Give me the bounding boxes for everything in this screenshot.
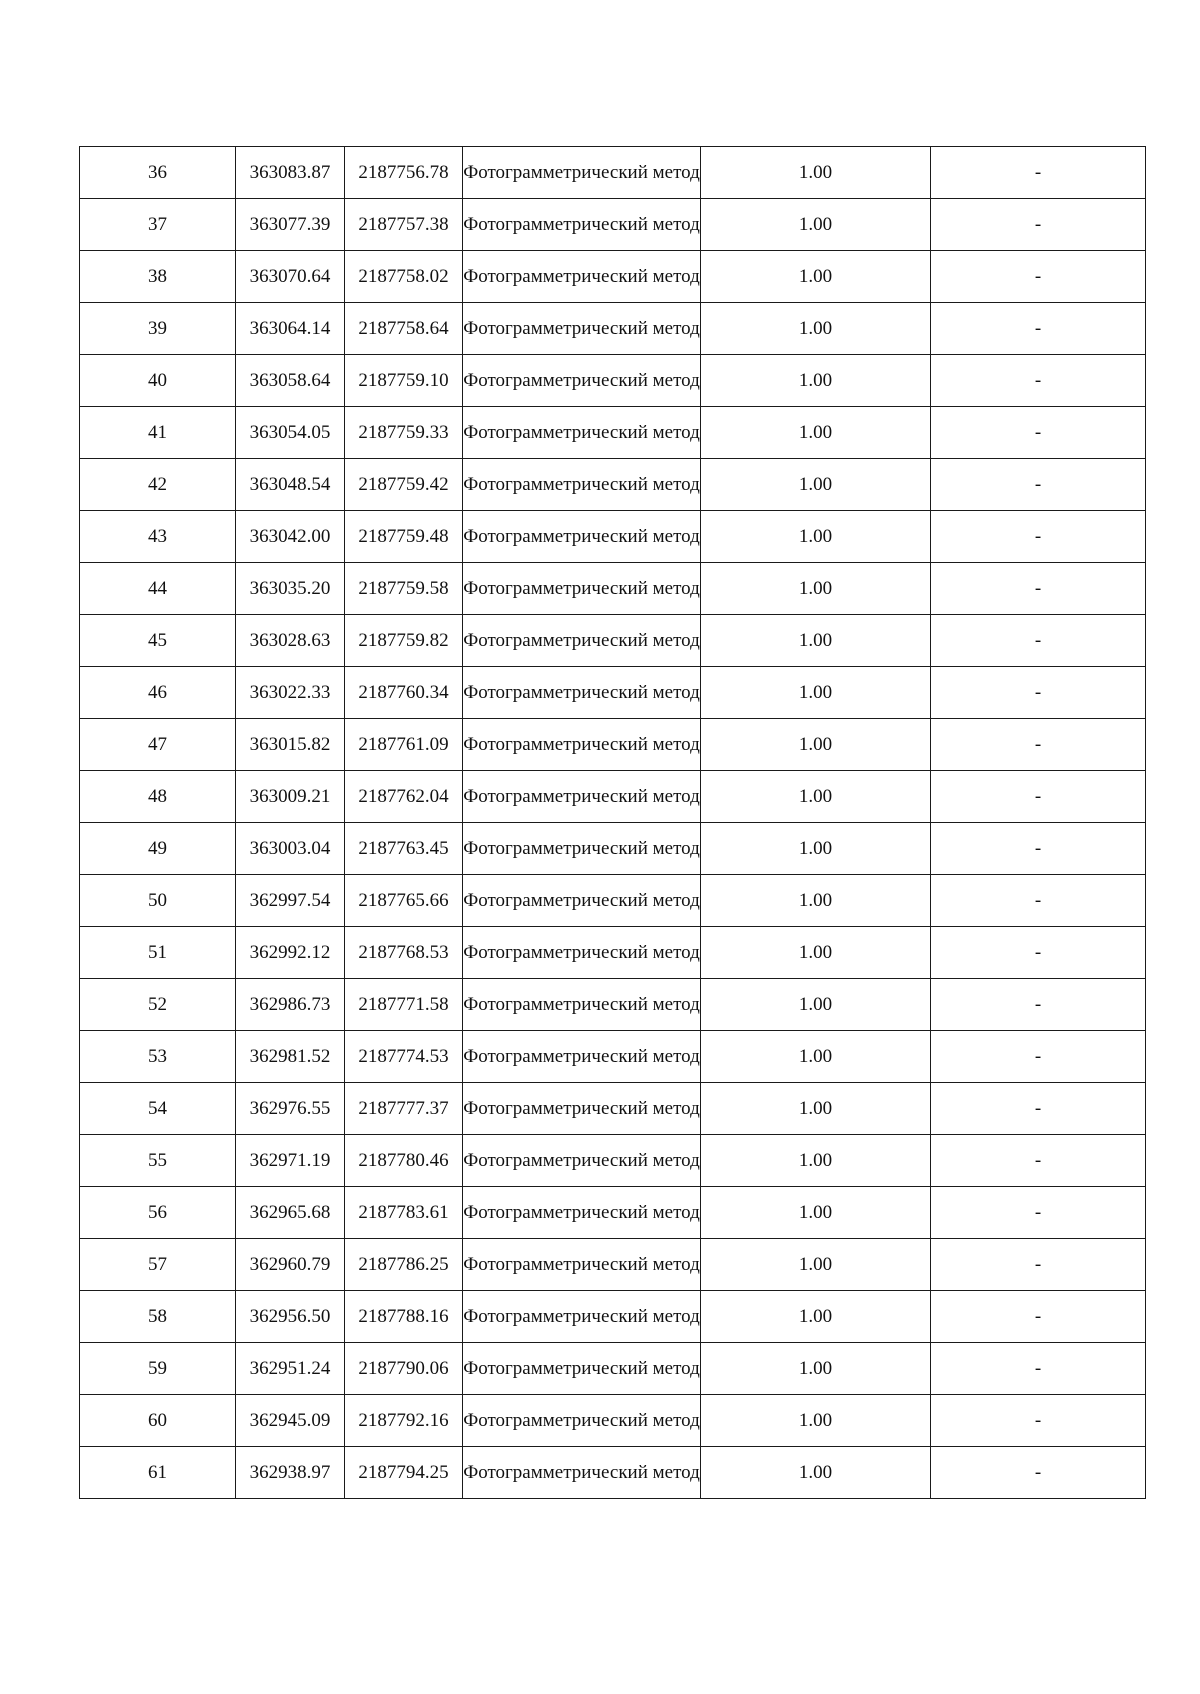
- coordinate-y-cell: 2187758.02: [345, 251, 463, 303]
- coordinate-y-cell: 2187759.42: [345, 459, 463, 511]
- point-number-cell: 45: [80, 615, 236, 667]
- note-cell: -: [931, 459, 1146, 511]
- table-row: [80, 1395, 1146, 1447]
- table-row: [80, 875, 1146, 927]
- accuracy-cell: 1.00: [701, 719, 931, 771]
- method-cell: Фотограмметрический метод: [463, 1083, 701, 1135]
- accuracy-cell: 1.00: [701, 1291, 931, 1343]
- coordinate-x-cell: 363054.05: [236, 407, 345, 459]
- method-cell: Фотограмметрический метод: [463, 875, 701, 927]
- method-cell: Фотограмметрический метод: [463, 1447, 701, 1499]
- point-number-cell: 37: [80, 199, 236, 251]
- method-cell: Фотограмметрический метод: [463, 719, 701, 771]
- coordinate-x-cell: 362965.68: [236, 1187, 345, 1239]
- accuracy-cell: 1.00: [701, 1447, 931, 1499]
- coordinate-y-cell: 2187794.25: [345, 1447, 463, 1499]
- coordinate-y-cell: 2187761.09: [345, 719, 463, 771]
- note-cell: -: [931, 1135, 1146, 1187]
- coordinate-y-cell: 2187777.37: [345, 1083, 463, 1135]
- table-row: [80, 1291, 1146, 1343]
- point-number-cell: 40: [80, 355, 236, 407]
- coordinate-x-cell: 363077.39: [236, 199, 345, 251]
- coordinate-y-cell: 2187783.61: [345, 1187, 463, 1239]
- coordinate-y-cell: 2187759.48: [345, 511, 463, 563]
- point-number-cell: 36: [80, 147, 236, 199]
- coordinate-y-cell: 2187788.16: [345, 1291, 463, 1343]
- accuracy-cell: 1.00: [701, 563, 931, 615]
- note-cell: -: [931, 563, 1146, 615]
- table-row: [80, 199, 1146, 251]
- method-cell: Фотограмметрический метод: [463, 823, 701, 875]
- coordinate-y-cell: 2187774.53: [345, 1031, 463, 1083]
- coordinate-y-cell: 2187792.16: [345, 1395, 463, 1447]
- point-number-cell: 56: [80, 1187, 236, 1239]
- method-cell: Фотограмметрический метод: [463, 147, 701, 199]
- note-cell: -: [931, 719, 1146, 771]
- accuracy-cell: 1.00: [701, 303, 931, 355]
- table-row: [80, 251, 1146, 303]
- coordinate-x-cell: 363048.54: [236, 459, 345, 511]
- coordinate-y-cell: 2187756.78: [345, 147, 463, 199]
- coordinate-x-cell: 362986.73: [236, 979, 345, 1031]
- accuracy-cell: 1.00: [701, 1395, 931, 1447]
- accuracy-cell: 1.00: [701, 1187, 931, 1239]
- point-number-cell: 61: [80, 1447, 236, 1499]
- accuracy-cell: 1.00: [701, 511, 931, 563]
- point-number-cell: 39: [80, 303, 236, 355]
- note-cell: -: [931, 407, 1146, 459]
- coordinate-x-cell: 362981.52: [236, 1031, 345, 1083]
- coordinate-x-cell: 363070.64: [236, 251, 345, 303]
- point-number-cell: 50: [80, 875, 236, 927]
- method-cell: Фотограмметрический метод: [463, 303, 701, 355]
- table-row: [80, 563, 1146, 615]
- coordinate-y-cell: 2187765.66: [345, 875, 463, 927]
- accuracy-cell: 1.00: [701, 615, 931, 667]
- note-cell: -: [931, 1031, 1146, 1083]
- method-cell: Фотограмметрический метод: [463, 1135, 701, 1187]
- note-cell: -: [931, 355, 1146, 407]
- point-number-cell: 60: [80, 1395, 236, 1447]
- coordinate-x-cell: 363028.63: [236, 615, 345, 667]
- note-cell: -: [931, 1447, 1146, 1499]
- note-cell: -: [931, 1291, 1146, 1343]
- coordinate-x-cell: 363064.14: [236, 303, 345, 355]
- table-row: [80, 771, 1146, 823]
- method-cell: Фотограмметрический метод: [463, 771, 701, 823]
- point-number-cell: 57: [80, 1239, 236, 1291]
- table-row: [80, 615, 1146, 667]
- coordinate-x-cell: 363009.21: [236, 771, 345, 823]
- method-cell: Фотограмметрический метод: [463, 667, 701, 719]
- note-cell: -: [931, 1239, 1146, 1291]
- coordinate-x-cell: 362976.55: [236, 1083, 345, 1135]
- table-row: [80, 719, 1146, 771]
- coordinate-x-cell: 362945.09: [236, 1395, 345, 1447]
- coordinate-x-cell: 362951.24: [236, 1343, 345, 1395]
- coordinate-x-cell: 363083.87: [236, 147, 345, 199]
- accuracy-cell: 1.00: [701, 979, 931, 1031]
- table-row: [80, 147, 1146, 199]
- method-cell: Фотограмметрический метод: [463, 615, 701, 667]
- coordinate-x-cell: 363035.20: [236, 563, 345, 615]
- table-row: [80, 823, 1146, 875]
- accuracy-cell: 1.00: [701, 147, 931, 199]
- coordinates-table: [79, 146, 1146, 1499]
- coordinate-x-cell: 362997.54: [236, 875, 345, 927]
- coordinate-y-cell: 2187768.53: [345, 927, 463, 979]
- table-row: [80, 1031, 1146, 1083]
- accuracy-cell: 1.00: [701, 771, 931, 823]
- coordinate-y-cell: 2187760.34: [345, 667, 463, 719]
- coordinate-x-cell: 363058.64: [236, 355, 345, 407]
- point-number-cell: 41: [80, 407, 236, 459]
- accuracy-cell: 1.00: [701, 1083, 931, 1135]
- coordinate-y-cell: 2187771.58: [345, 979, 463, 1031]
- note-cell: -: [931, 1395, 1146, 1447]
- coordinate-y-cell: 2187759.10: [345, 355, 463, 407]
- coordinate-y-cell: 2187758.64: [345, 303, 463, 355]
- accuracy-cell: 1.00: [701, 875, 931, 927]
- accuracy-cell: 1.00: [701, 667, 931, 719]
- note-cell: -: [931, 979, 1146, 1031]
- table-row: [80, 355, 1146, 407]
- coordinate-x-cell: 363042.00: [236, 511, 345, 563]
- point-number-cell: 55: [80, 1135, 236, 1187]
- note-cell: -: [931, 927, 1146, 979]
- note-cell: -: [931, 823, 1146, 875]
- accuracy-cell: 1.00: [701, 199, 931, 251]
- note-cell: -: [931, 251, 1146, 303]
- coordinate-x-cell: 363003.04: [236, 823, 345, 875]
- coordinate-x-cell: 362992.12: [236, 927, 345, 979]
- table-row: [80, 979, 1146, 1031]
- coordinate-x-cell: 363015.82: [236, 719, 345, 771]
- coordinate-y-cell: 2187786.25: [345, 1239, 463, 1291]
- point-number-cell: 47: [80, 719, 236, 771]
- table-row: [80, 1239, 1146, 1291]
- note-cell: -: [931, 1187, 1146, 1239]
- coordinate-x-cell: 362956.50: [236, 1291, 345, 1343]
- point-number-cell: 51: [80, 927, 236, 979]
- accuracy-cell: 1.00: [701, 823, 931, 875]
- note-cell: -: [931, 1083, 1146, 1135]
- note-cell: -: [931, 199, 1146, 251]
- point-number-cell: 54: [80, 1083, 236, 1135]
- table-row: [80, 1343, 1146, 1395]
- method-cell: Фотограмметрический метод: [463, 1031, 701, 1083]
- note-cell: -: [931, 303, 1146, 355]
- coordinate-x-cell: 362938.97: [236, 1447, 345, 1499]
- point-number-cell: 38: [80, 251, 236, 303]
- coordinate-y-cell: 2187763.45: [345, 823, 463, 875]
- accuracy-cell: 1.00: [701, 1343, 931, 1395]
- note-cell: -: [931, 511, 1146, 563]
- coordinate-y-cell: 2187757.38: [345, 199, 463, 251]
- accuracy-cell: 1.00: [701, 459, 931, 511]
- point-number-cell: 53: [80, 1031, 236, 1083]
- table-row: [80, 1447, 1146, 1499]
- method-cell: Фотограмметрический метод: [463, 927, 701, 979]
- method-cell: Фотограмметрический метод: [463, 459, 701, 511]
- method-cell: Фотограмметрический метод: [463, 199, 701, 251]
- point-number-cell: 44: [80, 563, 236, 615]
- table-row: [80, 1135, 1146, 1187]
- coordinate-y-cell: 2187759.58: [345, 563, 463, 615]
- table-body: [80, 147, 1146, 1499]
- table-row: [80, 407, 1146, 459]
- note-cell: -: [931, 1343, 1146, 1395]
- point-number-cell: 52: [80, 979, 236, 1031]
- accuracy-cell: 1.00: [701, 1239, 931, 1291]
- table-row: [80, 667, 1146, 719]
- point-number-cell: 49: [80, 823, 236, 875]
- coordinate-y-cell: 2187780.46: [345, 1135, 463, 1187]
- note-cell: -: [931, 147, 1146, 199]
- table-row: [80, 927, 1146, 979]
- method-cell: Фотограмметрический метод: [463, 1395, 701, 1447]
- method-cell: Фотограмметрический метод: [463, 511, 701, 563]
- table-row: [80, 1187, 1146, 1239]
- method-cell: Фотограмметрический метод: [463, 407, 701, 459]
- coordinate-y-cell: 2187790.06: [345, 1343, 463, 1395]
- note-cell: -: [931, 615, 1146, 667]
- accuracy-cell: 1.00: [701, 355, 931, 407]
- method-cell: Фотограмметрический метод: [463, 355, 701, 407]
- coordinate-x-cell: 363022.33: [236, 667, 345, 719]
- point-number-cell: 59: [80, 1343, 236, 1395]
- note-cell: -: [931, 667, 1146, 719]
- note-cell: -: [931, 875, 1146, 927]
- coordinate-y-cell: 2187762.04: [345, 771, 463, 823]
- accuracy-cell: 1.00: [701, 1031, 931, 1083]
- method-cell: Фотограмметрический метод: [463, 251, 701, 303]
- coordinate-y-cell: 2187759.82: [345, 615, 463, 667]
- point-number-cell: 48: [80, 771, 236, 823]
- table-row: [80, 303, 1146, 355]
- table-row: [80, 459, 1146, 511]
- table-row: [80, 511, 1146, 563]
- accuracy-cell: 1.00: [701, 251, 931, 303]
- point-number-cell: 46: [80, 667, 236, 719]
- method-cell: Фотограмметрический метод: [463, 979, 701, 1031]
- method-cell: Фотограмметрический метод: [463, 1343, 701, 1395]
- method-cell: Фотограмметрический метод: [463, 1291, 701, 1343]
- method-cell: Фотограмметрический метод: [463, 1187, 701, 1239]
- method-cell: Фотограмметрический метод: [463, 1239, 701, 1291]
- accuracy-cell: 1.00: [701, 407, 931, 459]
- accuracy-cell: 1.00: [701, 927, 931, 979]
- point-number-cell: 58: [80, 1291, 236, 1343]
- note-cell: -: [931, 771, 1146, 823]
- coordinate-y-cell: 2187759.33: [345, 407, 463, 459]
- coordinate-x-cell: 362960.79: [236, 1239, 345, 1291]
- point-number-cell: 43: [80, 511, 236, 563]
- point-number-cell: 42: [80, 459, 236, 511]
- method-cell: Фотограмметрический метод: [463, 563, 701, 615]
- table-row: [80, 1083, 1146, 1135]
- accuracy-cell: 1.00: [701, 1135, 931, 1187]
- coordinate-x-cell: 362971.19: [236, 1135, 345, 1187]
